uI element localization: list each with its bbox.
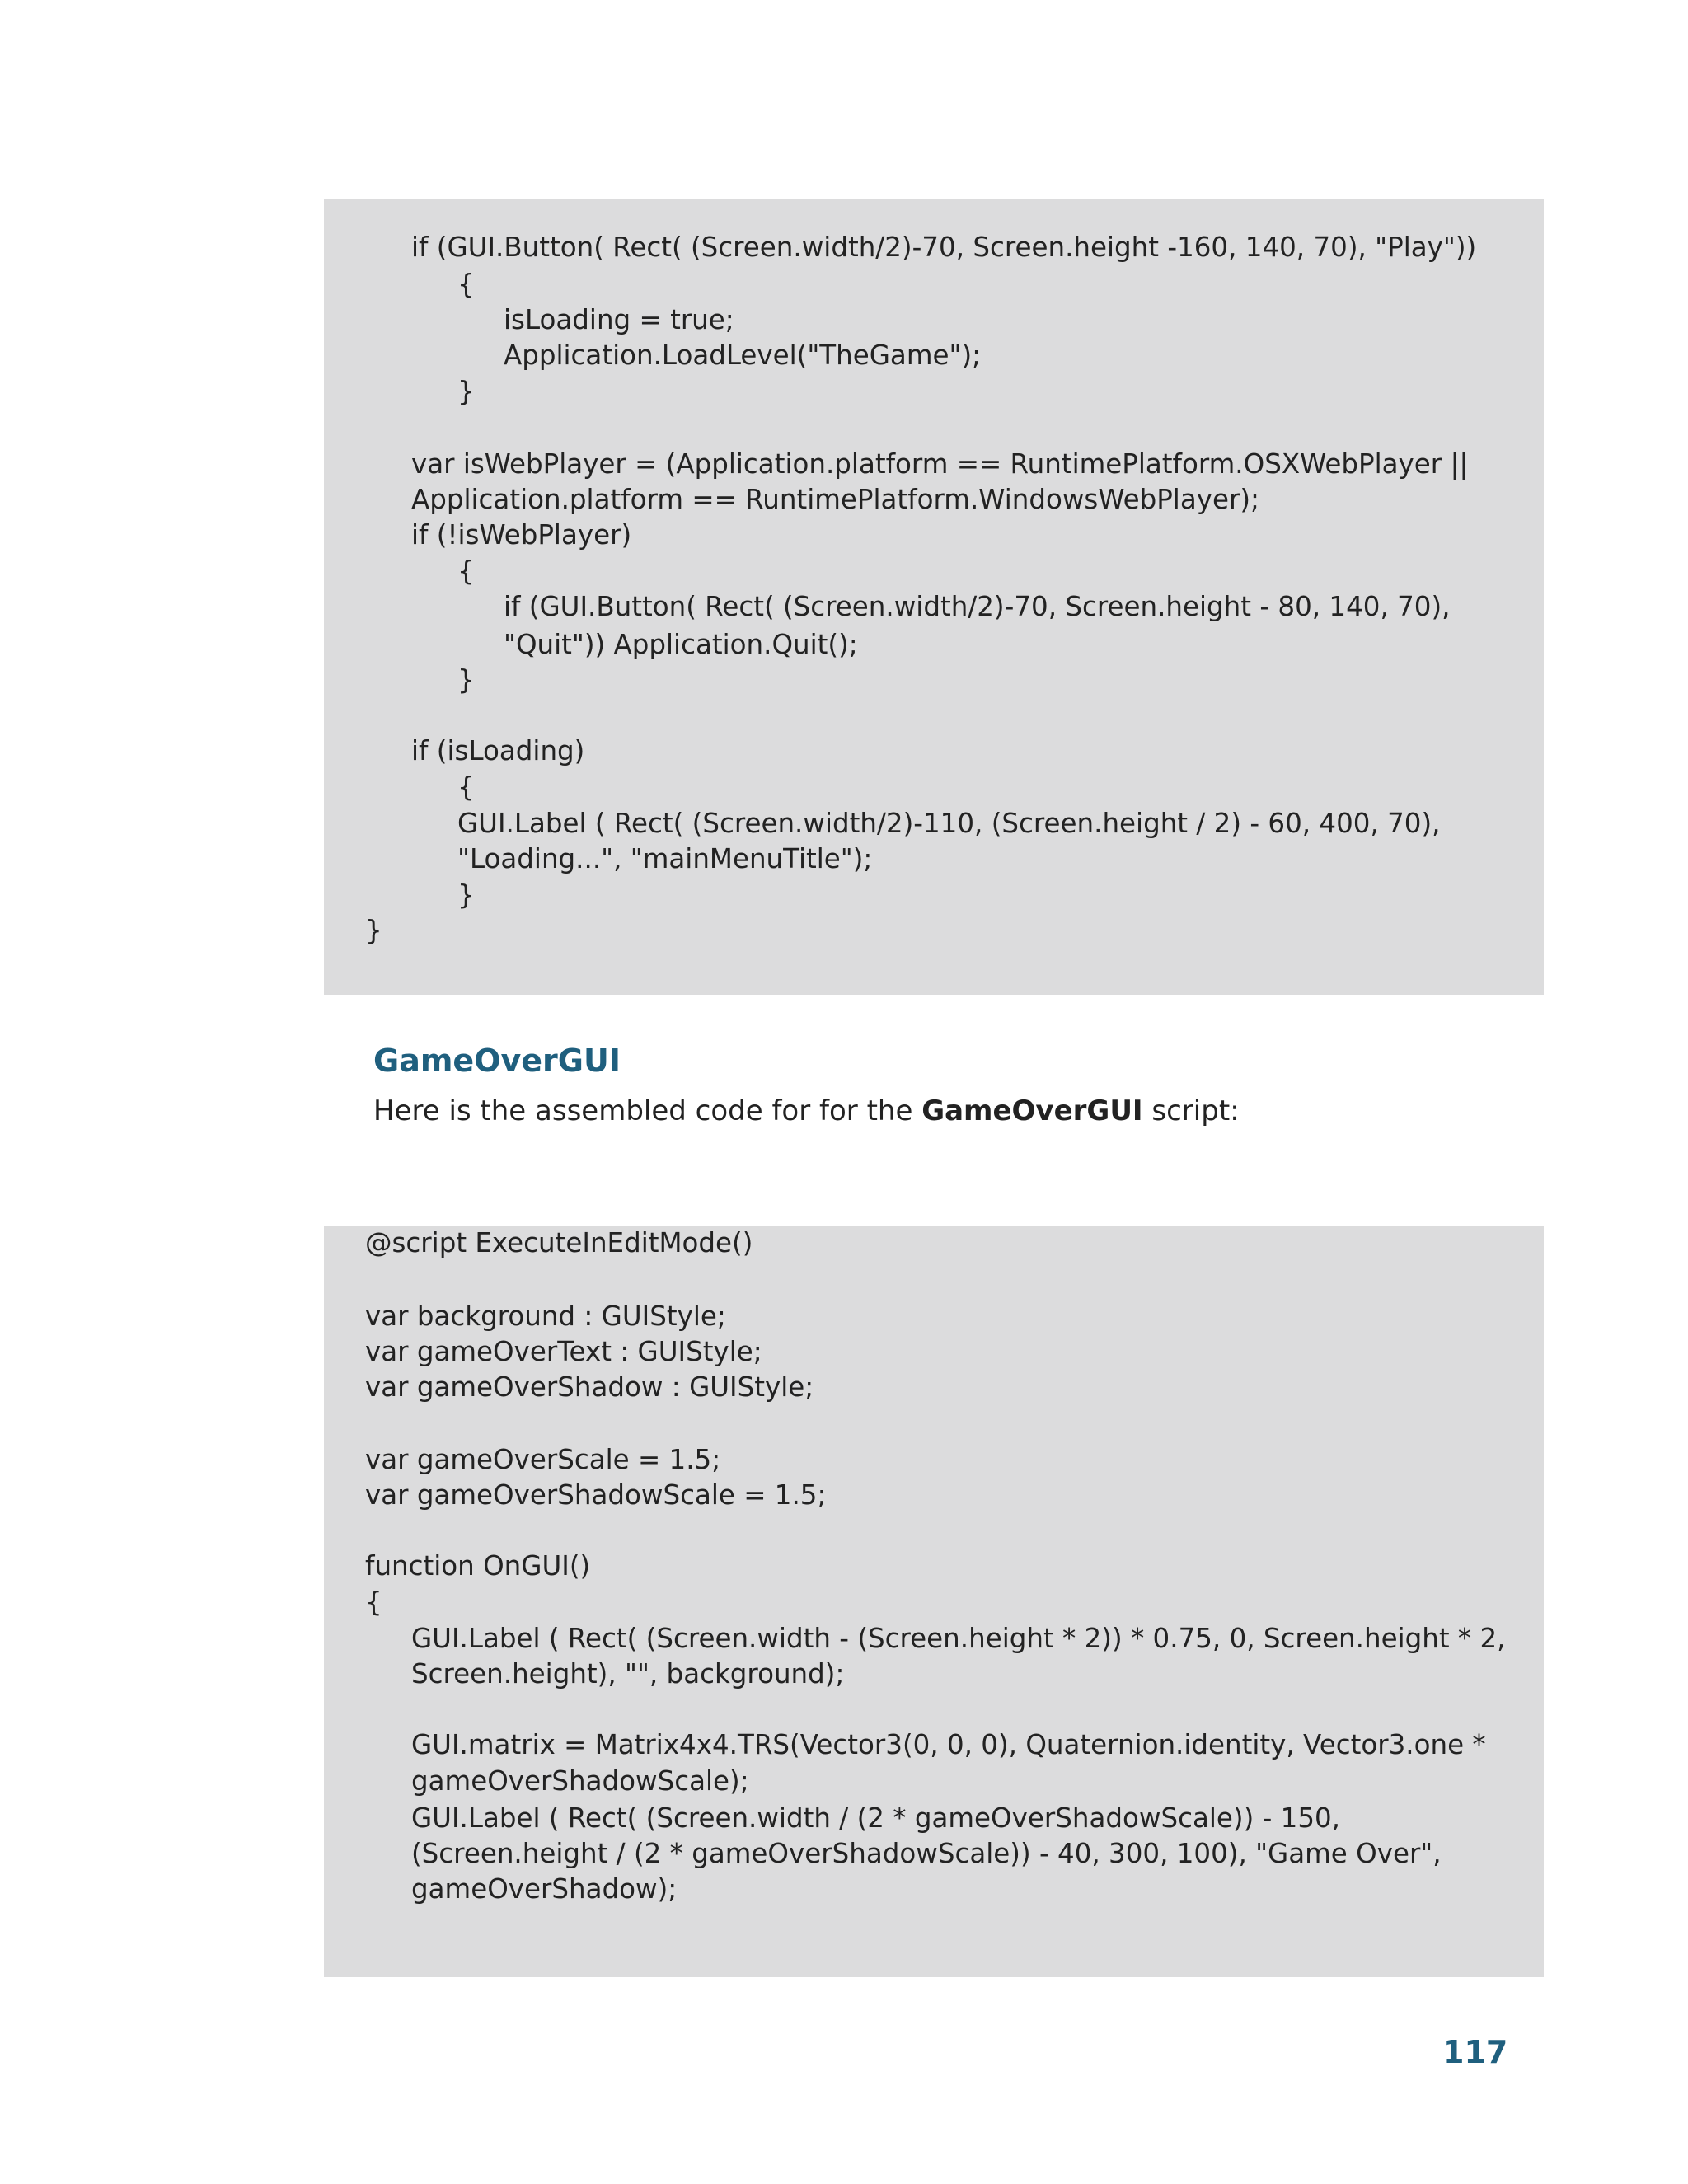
code-block-2-line: {	[365, 1586, 382, 1618]
code-block-2-line: var gameOverScale = 1.5;	[365, 1444, 721, 1475]
code-block-1-line: }	[457, 664, 475, 696]
code-block-2-line: var background : GUIStyle;	[365, 1301, 726, 1332]
code-block-1-line: {	[457, 771, 475, 803]
code-block-1-line: {	[457, 555, 475, 587]
code-block-1-line: GUI.Label ( Rect( (Screen.width/2)-110, (Screen.height / 2) - 60, 400, 70),	[457, 808, 1441, 839]
code-block-1-line: Application.LoadLevel("TheGame");	[504, 340, 982, 371]
code-block-1-line: if (isLoading)	[411, 735, 585, 766]
section-heading: GameOverGUI	[373, 1043, 621, 1079]
code-block-1-line: }	[365, 915, 382, 946]
code-block-1-line: if (GUI.Button( Rect( (Screen.width/2)-70, Screen.height -160, 140, 70), "Play"))	[411, 232, 1477, 263]
code-block-1-line: "Quit")) Application.Quit();	[504, 629, 858, 660]
page-number: 117	[1442, 2034, 1508, 2070]
code-block-2-line: var gameOverShadowScale = 1.5;	[365, 1479, 827, 1511]
code-block-2-line: (Screen.height / (2 * gameOverShadowScale)) - 40, 300, 100), "Game Over",	[411, 1838, 1442, 1869]
code-block-1-line: if (!isWebPlayer)	[411, 519, 632, 551]
code-block-2-line: GUI.matrix = Matrix4x4.TRS(Vector3(0, 0, 0), Quaternion.identity, Vector3.one *	[411, 1729, 1486, 1760]
code-block-2-line: function OnGUI()	[365, 1550, 591, 1582]
code-block-2-line: Screen.height), "", background);	[411, 1658, 845, 1690]
code-block-1	[324, 199, 1544, 995]
code-block-2-line: GUI.Label ( Rect( (Screen.width - (Screen.height * 2)) * 0.75, 0, Screen.height * 2,	[411, 1623, 1506, 1654]
intro-text-before: Here is the assembled code for for the	[373, 1094, 922, 1127]
code-block-2-line: gameOverShadow);	[411, 1873, 678, 1905]
intro-text-bold: GameOverGUI	[921, 1094, 1143, 1127]
code-block-2-line: gameOverShadowScale);	[411, 1765, 749, 1797]
intro-text-after: script:	[1142, 1094, 1240, 1127]
code-block-2-line: @script ExecuteInEditMode()	[365, 1227, 753, 1258]
code-block-1-line: "Loading...", "mainMenuTitle");	[457, 843, 873, 874]
code-block-1-line: {	[457, 269, 475, 300]
section-intro	[373, 1092, 1240, 1130]
code-block-1-line: }	[457, 879, 475, 911]
code-block-2-line: var gameOverText : GUIStyle;	[365, 1336, 762, 1367]
code-block-1-line: var isWebPlayer = (Application.platform == RuntimePlatform.OSXWebPlayer ||	[411, 448, 1469, 480]
code-block-2	[324, 1226, 1544, 1977]
code-block-1-line: Application.platform == RuntimePlatform.WindowsWebPlayer);	[411, 484, 1259, 515]
code-block-2-line: var gameOverShadow : GUIStyle;	[365, 1371, 814, 1403]
code-block-2-line: GUI.Label ( Rect( (Screen.width / (2 * gameOverShadowScale)) - 150,	[411, 1802, 1341, 1834]
code-block-1-line: if (GUI.Button( Rect( (Screen.width/2)-70, Screen.height - 80, 140, 70),	[504, 591, 1451, 622]
code-block-1-line: isLoading = true;	[504, 304, 734, 335]
code-block-1-line: }	[457, 376, 475, 407]
